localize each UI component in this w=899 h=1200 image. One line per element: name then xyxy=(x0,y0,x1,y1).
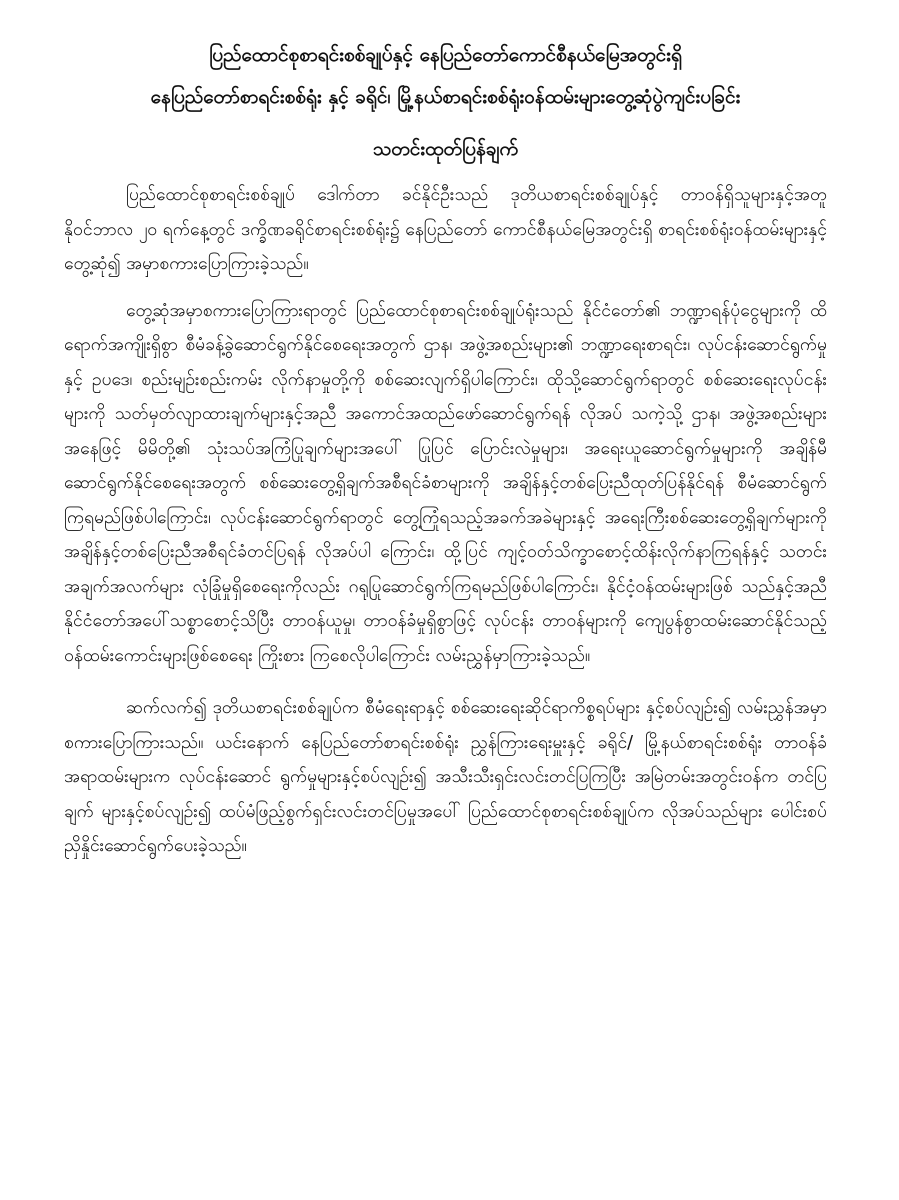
body-paragraph-2: တွေ့ဆုံအမှာစကားပြောကြားရာတွင် ပြည်ထောင်စုစာရင်းစစ်ချုပ်ရုံးသည် နိုင်ငံတော်၏ ဘဏ္ဍာရန်ပုံငွေများကို ထိရောက်အကျိုးရှိစွာ စီမံခန့်ခွဲဆောင်ရွက်နိုင်စေရေးအတွက် ဌာန၊ အဖွဲ့အစည်းများ၏ ဘဏ္ဍာရေးစာရင်း၊ လုပ်ငန်းဆောင်ရွက်မှုနှင့် ဥပဒေ၊ စည်းမျဉ်းစည်းကမ်း လိုက်နာမှုတို့ကို စစ်ဆေးလျက်ရှိပါကြောင်း၊ ထိုသို့ဆောင်ရွက်ရာတွင် စစ်ဆေးရေးလုပ်ငန်း များကို သတ်မှတ်လျာထားချက်များနှင့်အညီ အကောင်အထည်ဖော်ဆောင်ရွက်ရန် လိုအပ် သကဲ့သို့ ဌာန၊ အဖွဲ့အစည်းများအနေဖြင့် မိမိတို့၏ သုံးသပ်အကြံပြုချက်များအပေါ် ပြုပြင် ပြောင်းလဲမှုများ၊ အရေးယူဆောင်ရွက်မှုများကို အချိန်မီဆောင်ရွက်နိုင်စေရေးအတွက် စစ်ဆေးတွေ့ရှိချက်အစီရင်ခံစာများကို အချိန်နှင့်တစ်ပြေးညီထုတ်ပြန်နိုင်ရန် စီမံဆောင်ရွက် ကြရမည်ဖြစ်ပါကြောင်း၊ လုပ်ငန်းဆောင်ရွက်ရာတွင် တွေ့ကြုံရသည့်အခက်အခဲများနှင့် အရေးကြီးစစ်ဆေးတွေ့ရှိချက်များကို အချိန်နှင့်တစ်ပြေးညီအစီရင်ခံတင်ပြရန် လိုအပ်ပါ ကြောင်း၊ ထို့ပြင် ကျင့်ဝတ်သိက္ခာစောင့်ထိန်းလိုက်နာကြရန်နှင့် သတင်းအချက်အလက်များ လုံခြုံမှုရှိစေရေးကိုလည်း ဂရုပြုဆောင်ရွက်ကြရမည်ဖြစ်ပါကြောင်း၊ နိုင်ငံ့ဝန်ထမ်းများဖြစ် သည်နှင့်အညီ နိုင်ငံတော်အပေါ်သစ္စာစောင့်သိပြီး တာဝန်ယူမှု၊ တာဝန်ခံမှုရှိစွာဖြင့် လုပ်ငန်း တာဝန်များကို ကျေပွန်စွာထမ်းဆောင်နိုင်သည့် ဝန်ထမ်းကောင်းများဖြစ်စေရေး ကြိုးစား ကြစေလိုပါကြောင်း လမ်းညွှန်မှာကြားခဲ့သည်။ xyxy=(64,300,827,666)
body-paragraph-1: ပြည်ထောင်စုစာရင်းစစ်ချုပ် ဒေါက်တာ ခင်နိုင်ဦးသည် ဒုတိယစာရင်းစစ်ချုပ်နှင့် တာဝန်ရှိသူများနှင့်အတူ နိုဝင်ဘာလ ၂၀ ရက်နေ့တွင် ဒက္ခိဏခရိုင်စာရင်းစစ်ရုံး၌ နေပြည်တော် ကောင်စီနယ်မြေအတွင်းရှိ စာရင်းစစ်ရုံးဝန်ထမ်းများနှင့်တွေ့ဆုံ၍ အမှာစကားပြောကြားခဲ့သည်။ xyxy=(64,185,827,274)
document-subtitle: သတင်းထုတ်ပြန်ချက် xyxy=(372,138,519,160)
headline-line-1: ပြည်ထောင်စုစာရင်းစစ်ချုပ်နှင့် နေပြည်တော်ကောင်စီနယ်မြေအတွင်းရှိ xyxy=(209,44,682,66)
headline-line-2: နေပြည်တော်စာရင်းစစ်ရုံး နှင့် ခရိုင်၊ မြို့နယ်စာရင်းစစ်ရုံးဝန်ထမ်းများတွေ့ဆုံပွဲကျင်းပခြင်း xyxy=(150,86,741,108)
body-paragraph-3: ဆက်လက်၍ ဒုတိယစာရင်းစစ်ချုပ်က စီမံရေးရာနှင့် စစ်ဆေးရေးဆိုင်ရာကိစ္စရပ်များ နှင့်စပ်လျဉ်း၍ လမ်းညွှန်အမှာစကားပြောကြားသည်။ ယင်းနောက် နေပြည်တော်စာရင်းစစ်ရုံး ညွှန်ကြားရေးမှူးနှင့် ခရိုင်/ မြို့နယ်စာရင်းစစ်ရုံး တာဝန်ခံအရာထမ်းများက လုပ်ငန်းဆောင် ရွက်မှုများနှင့်စပ်လျဉ်း၍ အသီးသီးရှင်းလင်းတင်ပြကြပြီး အမြဲတမ်းအတွင်းဝန်က တင်ပြချက် များနှင့်စပ်လျဉ်း၍ ထပ်မံဖြည့်စွက်ရှင်းလင်းတင်ပြမှုအပေါ် ပြည်ထောင်စုစာရင်းစစ်ချုပ်က လိုအပ်သည်များ ပေါင်းစပ်ညှိနှိုင်းဆောင်ရွက်ပေးခဲ့သည်။ xyxy=(64,698,827,856)
document-headline xyxy=(64,34,827,118)
